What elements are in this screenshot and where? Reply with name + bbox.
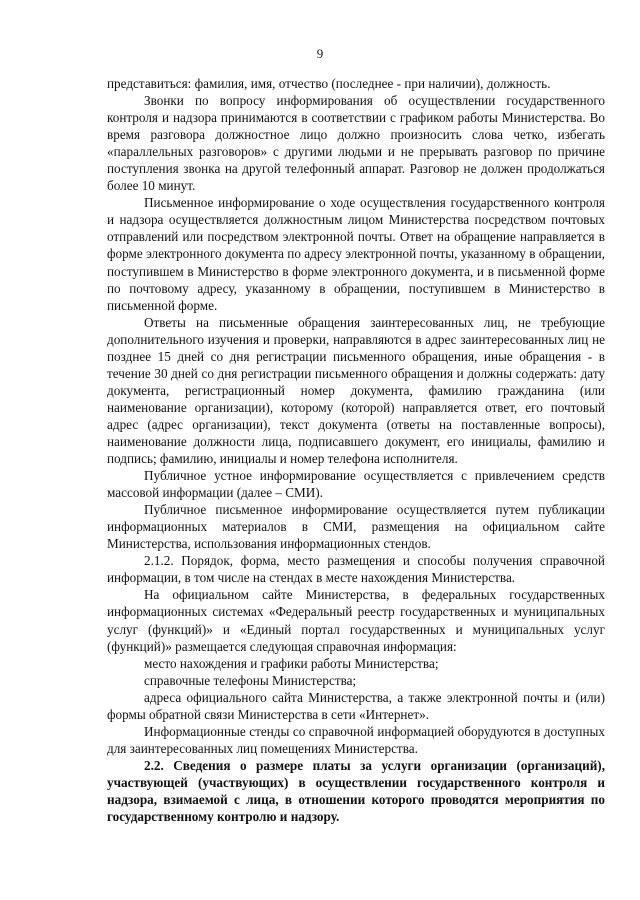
list-item-addresses: адреса официального сайта Министерства, а также электронной почты и (или) формы обратной связи Министерства в сети «Интернет».	[107, 689, 605, 722]
paragraph-official-site: На официальном сайте Министерства, в федеральных государственных информационных системах «Федеральный реестр государственных и муниципальных услуг (функций)» и «Единый портал государственных и муниципальных услуг (функций)» размещается следующая справочная информация:	[107, 587, 605, 654]
document-body	[107, 75, 605, 825]
page-number: 9	[316, 46, 324, 61]
paragraph-public-oral: Публичное устное информирование осуществляется с привлечением средств массовой информации (далее – СМИ).	[107, 468, 605, 501]
paragraph-section-2-1-2: 2.1.2. Порядок, форма, место размещения и способы получения справочной информации, в том числе на стендах в месте нахождения Министерства.	[107, 553, 605, 586]
paragraph-info-stands: Информационные стенды со справочной информацией оборудуются в доступных для заинтересованных лиц помещениях Министерства.	[107, 723, 605, 756]
list-item-location: место нахождения и графики работы Министерства;	[144, 655, 439, 671]
paragraph-phone-calls: Звонки по вопросу информирования об осуществлении государственного контроля и надзора принимаются в соответствии с графиком работы Министерства. Во время разговора должностное лицо должно произносить слова четко, избегать «параллельных разговоров» с другими людьми и не прерывать разговор по причине поступления звонка на другой телефонный аппарат. Разговор не должен продолжаться более 10 минут.	[107, 93, 605, 194]
paragraph-written-informing: Письменное информирование о ходе осуществления государственного контроля и надзора осуществляется должностным лицом Министерства посредством почтовых отправлений или посредством электронной почты. Ответ на обращение направляется в форме электронного документа по адресу электронной почты, указанному в обращении, поступившем в Министерство в форме электронного документа, и в письменной форме по почтовому адресу, указанному в обращении, поступившем в Министерство в письменной форме.	[107, 195, 605, 313]
paragraph-continuation: представиться: фамилия, имя, отчество (последнее - при наличии), должность.	[107, 76, 551, 91]
paragraph-public-written: Публичное письменное информирование осуществляется путем публикации информационных материалов в СМИ, размещения на официальном сайте Министерства, использования информационных стендов.	[107, 502, 605, 552]
paragraph-written-answers: Ответы на письменные обращения заинтересованных лиц, не требующие дополнительного изучения и проверки, направляются в адрес заинтересованных лиц не позднее 15 дней со дня регистрации письменного обращения, иные обращения - в течение 30 дней со дня регистрации письменного обращения и должны содержать: дату документа, регистрационный номер документа, фамилию гражданина (или наименование организации), которому (которой) направляется ответ, его почтовый адрес (адрес организации), текст документа (ответы на поставленные вопросы), наименование должности лица, подписавшего документ, его инициалы, фамилию и подпись; фамилию, инициалы и номер телефона исполнителя.	[107, 314, 605, 467]
list-item-phones: справочные телефоны Министерства;	[144, 672, 357, 688]
section-heading-2-2: 2.2. Сведения о размере платы за услуги организации (организаций), участвующей (участвующих) в осуществлении государственного контроля и надзора, взимаемой с лица, в отношении которого проводятся мероприятия по государственному контролю и надзору.	[107, 757, 605, 825]
